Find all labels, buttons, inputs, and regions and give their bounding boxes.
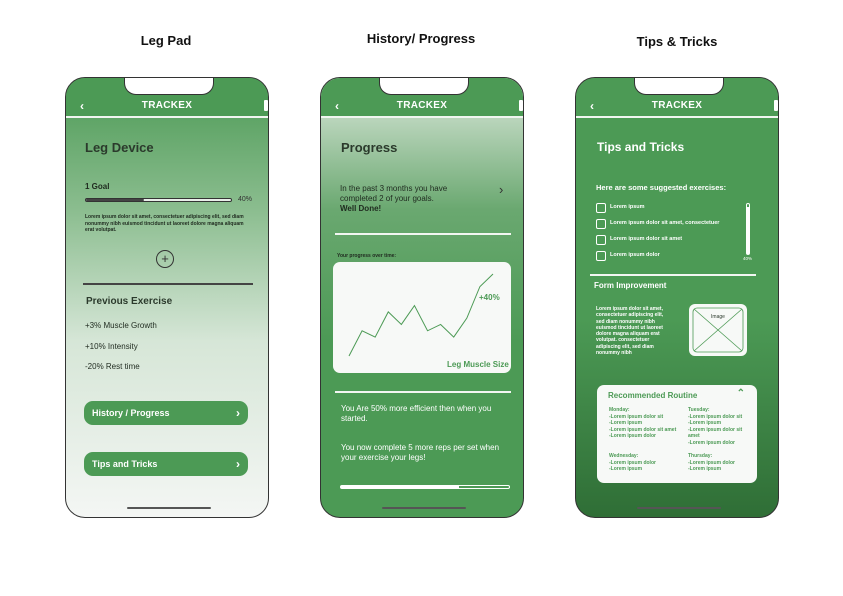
home-indicator — [382, 507, 466, 509]
routine-day — [609, 453, 681, 473]
routine-day — [688, 407, 753, 446]
progress-line-chart — [333, 262, 511, 373]
overall-progress-bar — [340, 485, 510, 489]
goal-description: Lorem ipsum dolor sit amet, consectetuer adipiscing elit, sed diam nonummy nibh euismod tincidunt ut laoreet dolore magna aliquam erat volutpat. — [85, 214, 244, 233]
phone-notch — [379, 77, 469, 95]
goal-progress-bar — [85, 198, 232, 202]
exercise-checkbox[interactable] — [596, 251, 606, 261]
routine-item: -Lorem ipsum dolor sit amet — [688, 426, 743, 439]
routine-day-label: Monday: — [609, 407, 630, 413]
screen-title-tips: Tips & Tricks — [636, 34, 718, 49]
stat-intensity: +10% Intensity — [85, 342, 138, 351]
routine-day-label: Thursday: — [688, 453, 713, 459]
efficiency-text: You Are 50% more efficient then when you started. — [341, 404, 492, 423]
routine-heading: Recommended Routine — [608, 391, 698, 400]
form-improvement-text: Lorem ipsum dolor sit amet, consectetuer adipiscing elit, sed diam nonummy nibh euismod tincidunt ut laoreet dolore magna aliquam erat volutpat. consectetuer adipiscing elit, sed diam nonummy nibh — [596, 306, 664, 357]
section-divider — [335, 233, 511, 235]
back-icon[interactable]: ‹ — [590, 99, 594, 113]
tips-tricks-button[interactable] — [84, 452, 248, 476]
recommended-routine-card — [597, 385, 757, 483]
goal-percent: 40% — [238, 196, 253, 203]
battery-icon — [519, 100, 523, 111]
stat-muscle-growth: +3% Muscle Growth — [85, 321, 157, 330]
add-icon[interactable]: + — [156, 250, 174, 268]
routine-item: -Lorem ipsum — [688, 420, 722, 426]
routine-item: -Lorem ipsum dolor — [688, 439, 735, 446]
exercise-checkbox[interactable] — [596, 219, 606, 229]
side-progress-fill — [747, 207, 749, 255]
chevron-right-icon: › — [236, 457, 240, 471]
chevron-up-icon[interactable]: ⌃ — [736, 388, 745, 399]
chart-x-label: Leg Muscle Size — [447, 360, 509, 369]
routine-day — [688, 453, 753, 473]
battery-icon — [264, 100, 268, 111]
exercise-label: Lorem ipsum dolor — [610, 252, 660, 258]
chevron-right-icon: › — [236, 406, 240, 420]
goal-label: 1 Goal — [85, 182, 110, 191]
page-title: Leg Device — [85, 140, 154, 155]
progress-chart-card — [333, 262, 511, 373]
routine-item: -Lorem ipsum dolor sit — [688, 413, 743, 420]
back-icon[interactable]: ‹ — [80, 99, 84, 113]
screen-title-legpad: Leg Pad — [140, 33, 192, 48]
routine-item: -Lorem ipsum dolor sit amet — [609, 426, 677, 433]
goal-summary-bold: Well Done! — [340, 204, 382, 213]
progress-series-line — [349, 274, 493, 356]
app-title: TRACKEX — [141, 100, 193, 111]
history-progress-label: History / Progress — [92, 408, 170, 418]
exercise-label: Lorem ipsum — [610, 204, 645, 210]
phone-tips — [575, 77, 779, 518]
routine-item: -Lorem ipsum dolor — [609, 433, 656, 439]
routine-day — [609, 407, 681, 440]
stat-rest-time: -20% Rest time — [85, 362, 140, 371]
screen-title-history: History/ Progress — [366, 31, 476, 46]
image-placeholder-icon — [689, 304, 747, 356]
side-progress-bar — [746, 203, 750, 255]
exercise-checkbox[interactable] — [596, 203, 606, 213]
exercises-subheading: Here are some suggested exercises: — [596, 183, 727, 192]
routine-day-label: Wednesday: — [609, 453, 639, 459]
tips-tricks-label: Tips and Tricks — [92, 459, 158, 469]
app-title: TRACKEX — [651, 100, 703, 111]
exercise-checkbox[interactable] — [596, 235, 606, 245]
phone-notch — [124, 77, 214, 95]
chart-caption: Your progress over time: — [337, 253, 397, 259]
routine-item: -Lorem ipsum dolor sit — [609, 413, 664, 420]
home-indicator — [127, 507, 211, 509]
routine-item: -Lorem ipsum dolor — [609, 459, 656, 466]
overall-progress-fill — [341, 486, 459, 488]
side-progress-percent: 40% — [743, 256, 753, 261]
exercise-label: Lorem ipsum dolor sit amet, consectetuer — [610, 220, 720, 226]
previous-exercise-heading: Previous Exercise — [86, 296, 173, 307]
routine-item: -Lorem ipsum — [609, 466, 643, 472]
header-divider — [576, 116, 778, 118]
goal-summary[interactable] — [340, 184, 470, 214]
goal-summary-text: In the past 3 months you have completed 2 of your goals. — [340, 184, 448, 203]
back-icon[interactable]: ‹ — [335, 99, 339, 113]
section-divider — [335, 391, 511, 393]
header-divider — [66, 116, 268, 118]
battery-icon — [774, 100, 778, 111]
form-image-placeholder — [689, 304, 747, 356]
chart-annotation: +40% — [479, 293, 500, 302]
phone-history — [320, 77, 524, 518]
phone-notch — [634, 77, 724, 95]
phone-legpad — [65, 77, 269, 518]
header-divider — [321, 116, 523, 118]
routine-item: -Lorem ipsum dolor — [688, 459, 735, 466]
reps-text: You now complete 5 more reps per set when your exercise your legs! — [341, 443, 500, 462]
form-improvement-heading: Form Improvement — [594, 281, 667, 290]
image-label: Image — [711, 314, 725, 320]
exercise-label: Lorem ipsum dolor sit amet — [610, 236, 683, 242]
app-title: TRACKEX — [396, 100, 448, 111]
routine-item: -Lorem ipsum — [688, 466, 722, 472]
section-divider — [83, 283, 253, 285]
page-title: Progress — [341, 140, 398, 155]
page-title: Tips and Tricks — [597, 140, 685, 154]
history-progress-button[interactable] — [84, 401, 248, 425]
routine-item: -Lorem ipsum — [609, 420, 643, 426]
chevron-right-icon[interactable]: › — [499, 182, 504, 197]
home-indicator — [637, 507, 721, 509]
routine-day-label: Tuesday: — [688, 407, 710, 413]
goal-progress-fill — [86, 199, 144, 201]
section-divider — [590, 274, 756, 276]
